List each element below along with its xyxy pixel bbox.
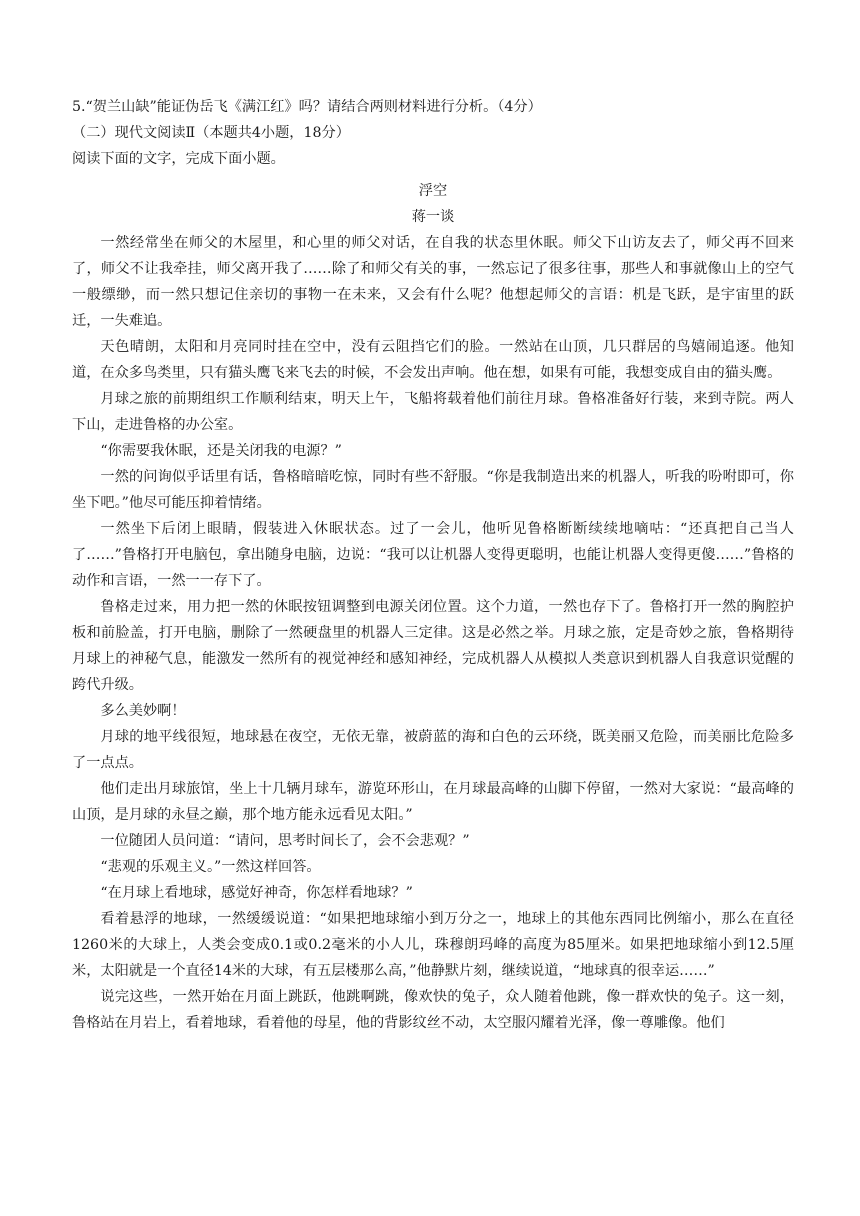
section-header: （二）现代文阅读Ⅱ（本题共4小题，18分） bbox=[72, 125, 350, 141]
story-author: 蒋一谈 bbox=[411, 209, 455, 225]
paragraph: 一然的问询似乎话里有话，鲁格暗暗吃惊，同时有些不舒服。“你是我制造出来的机器人，听我的吩咐即可，你坐下吧。”他尽可能压抑着情绪。 bbox=[72, 469, 794, 511]
document-page bbox=[72, 94, 794, 1036]
paragraph: “悲观的乐观主义。”一然这样回答。 bbox=[100, 859, 321, 875]
paragraph: 月球之旅的前期组织工作顺利结束，明天上午，飞船将载着他们前往月球。鲁格准备好行装，来到寺院。两人下山，走进鲁格的办公室。 bbox=[72, 391, 794, 433]
paragraph: 看着悬浮的地球，一然缓缓说道：“如果把地球缩小到万分之一，地球上的其他东西同比例缩小，那么在直径1260米的大球上，人类会变成0.1或0.2毫米的小人儿，珠穆朗玛峰的高度为85厘米。如果把地球缩小到12.5厘米，太阳就是一个直径14米的大球，有五层楼那么高，”他静默片刻，继续说道，“地球真的很幸运……” bbox=[72, 911, 794, 979]
paragraph: “你需要我休眠，还是关闭我的电源？” bbox=[100, 443, 342, 459]
reading-instruction: 阅读下面的文字，完成下面小题。 bbox=[72, 151, 285, 167]
story-body bbox=[72, 230, 794, 1036]
paragraph: 说完这些，一然开始在月面上跳跃，他跳啊跳，像欢快的兔子，众人随着他跳，像一群欢快的兔子。这一刻，鲁格站在月岩上，看着地球，看着他的母星，他的背影纹丝不动，太空服闪耀着光泽，像一尊雕像。他们 bbox=[72, 989, 794, 1031]
paragraph: 一位随团人员问道：“请问，思考时间长了，会不会悲观？” bbox=[100, 833, 470, 849]
paragraph: 多么美妙啊！ bbox=[100, 703, 186, 719]
paragraph: 鲁格走过来，用力把一然的休眠按钮调整到电源关闭位置。这个力道，一然也存下了。鲁格打开一然的胸腔护板和前脸盖，打开电脑，删除了一然硬盘里的机器人三定律。这是必然之举。月球之旅，定是奇妙之旅，鲁格期待月球上的神秘气息，能激发一然所有的视觉神经和感知神经，完成机器人从模拟人类意识到机器人自我意识觉醒的跨代升级。 bbox=[72, 599, 794, 693]
paragraph: 天色晴朗，太阳和月亮同时挂在空中，没有云阻挡它们的脸。一然站在山顶，几只群居的鸟嬉闹追逐。他知道，在众多鸟类里，只有猫头鹰飞来飞去的时候，不会发出声响。他在想，如果有可能，我想变成自由的猫头鹰。 bbox=[72, 339, 794, 381]
paragraph: 一然经常坐在师父的木屋里，和心里的师父对话，在自我的状态里休眠。师父下山访友去了，师父再不回来了，师父不让我牵挂，师父离开我了……除了和师父有关的事，一然忘记了很多往事，那些人和事就像山上的空气一般缥缈，而一然只想记住亲切的事物一在未来，又会有什么呢？他想起师父的言语：机是飞跃，是宇宙里的跃迁，一失难追。 bbox=[72, 235, 794, 329]
paragraph: 一然坐下后闭上眼睛，假装进入休眠状态。过了一会儿，他听见鲁格断断续续地嘀咕：“还真把自己当人了……”鲁格打开电脑包，拿出随身电脑，边说：“我可以让机器人变得更聪明，也能让机器人变得更傻……”鲁格的动作和言语，一然一一存下了。 bbox=[72, 521, 794, 589]
paragraph: 他们走出月球旅馆，坐上十几辆月球车，游览环形山，在月球最高峰的山脚下停留，一然对大家说：“最高峰的山顶，是月球的永昼之巅，那个地方能永远看见太阳。” bbox=[72, 781, 794, 823]
paragraph: “在月球上看地球，感觉好神奇，你怎样看地球？” bbox=[100, 885, 413, 901]
question-5: 5.“贺兰山缺”能证伪岳飞《满江红》吗？请结合两则材料进行分析。（4分） bbox=[72, 99, 542, 115]
story-title: 浮空 bbox=[418, 183, 448, 199]
paragraph: 月球的地平线很短，地球悬在夜空，无依无靠，被蔚蓝的海和白色的云环绕，既美丽又危险，而美丽比危险多了一点点。 bbox=[72, 729, 794, 771]
